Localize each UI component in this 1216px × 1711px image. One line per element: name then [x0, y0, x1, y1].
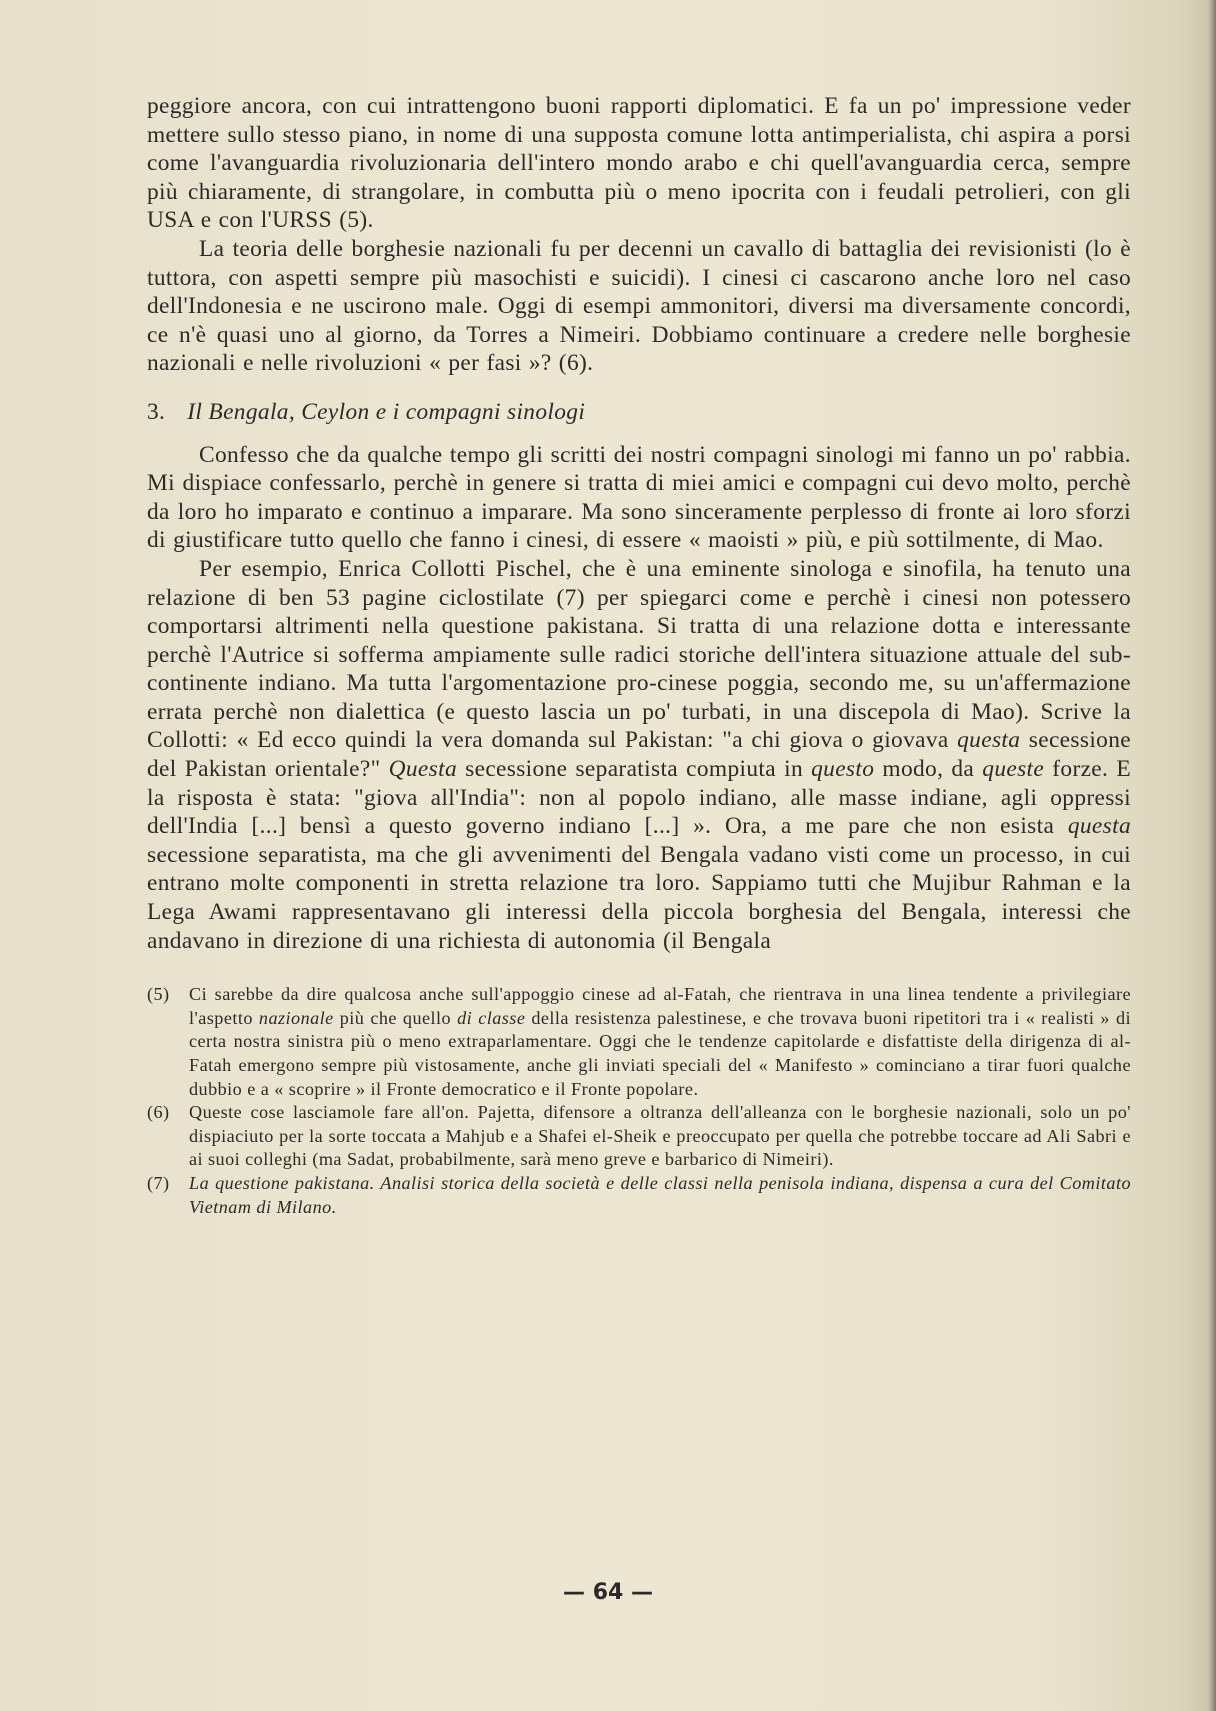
paragraph-3: Confesso che da qualche tempo gli scritti dei nostri compagni sinologi mi fanno un po' rabbia. Mi dispiace confessarlo, perchè in genere si tratta di miei amici e compagni cui devo molto, perchè da loro ho imparato e continuo a imparare. Ma sono sinceramente perplesso di fronte ai loro sforzi di giustificare tutto quello che fanno i cinesi, di essere « maoisti » più, e più sottilmente, di Mao.: [147, 441, 1131, 554]
paragraph-2: La teoria delle borghesie nazionali fu per decenni un cavallo di battaglia dei revisionisti (lo è tuttora, con aspetti sempre più masochisti e suicidi). I cinesi ci cascarono anche loro nel caso dell'Indonesia e ne uscirono male. Oggi di esempi ammonitori, diversi ma diversamente concordi, ce n'è quasi uno al giorno, da Torres a Nimeiri. Dobbiamo continuare a credere nelle borghesie nazionali e nelle rivoluzioni « per fasi »? (6).: [147, 235, 1131, 377]
text-column: [147, 92, 1131, 1219]
footnote-5-italic-1: nazionale: [258, 1007, 334, 1028]
footnote-6: [147, 1101, 1131, 1172]
paragraph-4: [147, 555, 1131, 955]
section-title: Il Bengala, Ceylon e i compagni sinologi: [187, 398, 586, 425]
footnote-7-mark: (7): [147, 1172, 170, 1193]
footnote-5-text: [189, 983, 1131, 1101]
footnote-6-mark: (6): [147, 1102, 170, 1123]
section-number: 3.: [147, 398, 166, 425]
footnote-7: [147, 1172, 1131, 1219]
paragraph-4-text-e: forze. E la risposta è stata: "giova all'India": non al popolo indiano, alle masse indiane, agli oppressi dell'India [...] bensì a questo governo indiano [...] ». Ora, a me pare che non esista: [147, 756, 1131, 840]
paragraph-4-italic-3: questo: [811, 756, 875, 783]
section-heading: [147, 398, 1131, 427]
footnote-6-text: Queste cose lasciamole fare all'on. Pajetta, difensore a oltranza dell'alleanza con le borghesie nazionali, solo un po' dispiaciuto per la sorte toccata a Mahjub e a Shafei el-Sheik e preoccupato per quella che potrebbe toccare ad Ali Sabri e ai suoi colleghi (ma Sadat, probabilmente, sarà meno greve e barbarico di Nimeiri).: [189, 1102, 1131, 1170]
footnotes: [147, 983, 1131, 1219]
footnote-5: [147, 983, 1131, 1101]
paragraph-4-italic-1: questa: [957, 727, 1021, 754]
footnote-5-italic-2: di classe: [457, 1007, 526, 1028]
paragraph-4-italic-5: questa: [1067, 813, 1131, 840]
footnote-5-text-a: Ci sarebbe da dire qualcosa anche sull'appoggio cinese ad al-Fatah, che rientrava in una linea tendente a privilegiare l'aspetto: [189, 984, 1131, 1028]
footnote-7-text: La questione pakistana. Analisi storica della società e delle classi nella penisola indiana, dispensa a cura del Comitato Vietnam di Milano.: [189, 1172, 1131, 1217]
page-number: — 64 —: [563, 1580, 653, 1605]
paragraph-4-text-c: secessione separatista compiuta in: [457, 756, 812, 783]
paragraph-1: peggiore ancora, con cui intrattengono buoni rapporti diplomatici. E fa un po' impressione veder mettere sullo stesso piano, in nome di una supposta comune lotta antimperialista, chi aspira a porsi come l'avanguardia rivoluzionaria dell'intero mondo arabo e chi quell'avanguardia cerca, sempre più chiaramente, di strangolare, in combutta più o meno ipocrita con i feudali petrolieri, con gli USA e con l'URSS (5).: [147, 93, 1131, 234]
paragraph-4-text-a: Per esempio, Enrica Collotti Pischel, che è una eminente sinologa e sinofila, ha tenuto una relazione di ben 53 pagine ciclostilate (7) per spiegarci come e perchè i cinesi non potessero comportarsi altrimenti nella questione pakistana. Si tratta di una relazione dotta e interessante perchè l'Autrice si sofferma ampiamente sulle radici storiche dell'intera situazione attuale del sub-continente indiano. Ma tutta l'argomentazione pro-cinese poggia, secondo me, su un'affermazione errata perchè non dialettica (e questo lascia un po' turbati, in una discepola di Mao). Scrive la Collotti: « Ed ecco quindi la vera domanda sul Pakistan: "a chi giova o giovava: [147, 555, 1131, 754]
page-edge-shadow: [1208, 0, 1216, 1711]
footnote-5-text-c: della resistenza palestinese, e che trovava buoni ripetitori tra i « realisti » di certa nostra sinistra più o meno extraparlamentare. Oggi che le tendenze capitolarde e disfattiste della dirigenza di al-Fatah emergono sempre più vistosamente, anche gli inviati speciali del « Manifesto » cominciano a tirar fuori qualche dubbio e a « scoprire » il Fronte democratico e il Fronte popolare.: [189, 1007, 1131, 1099]
paragraph-4-italic-2: Questa: [388, 756, 458, 783]
paragraph-4-text-b: secessione del Pakistan orientale?": [147, 727, 1131, 783]
paragraph-4-text-f: secessione separatista, ma che gli avvenimenti del Bengala vadano visti come un processo, in cui entrano molte componenti in stretta relazione tra loro. Sappiamo tutti che Mujibur Rahman e la Lega Awami rappresentavano gli interessi della piccola borghesia del Bengala, interessi che andavano in direzione di una richiesta di autonomia (il Bengala: [147, 841, 1131, 954]
paragraph-4-italic-4: queste: [982, 756, 1045, 783]
footnote-5-text-b: più che quello: [333, 1007, 458, 1028]
footnote-5-mark: (5): [147, 984, 170, 1005]
paragraph-4-text-d: modo, da: [874, 756, 983, 783]
